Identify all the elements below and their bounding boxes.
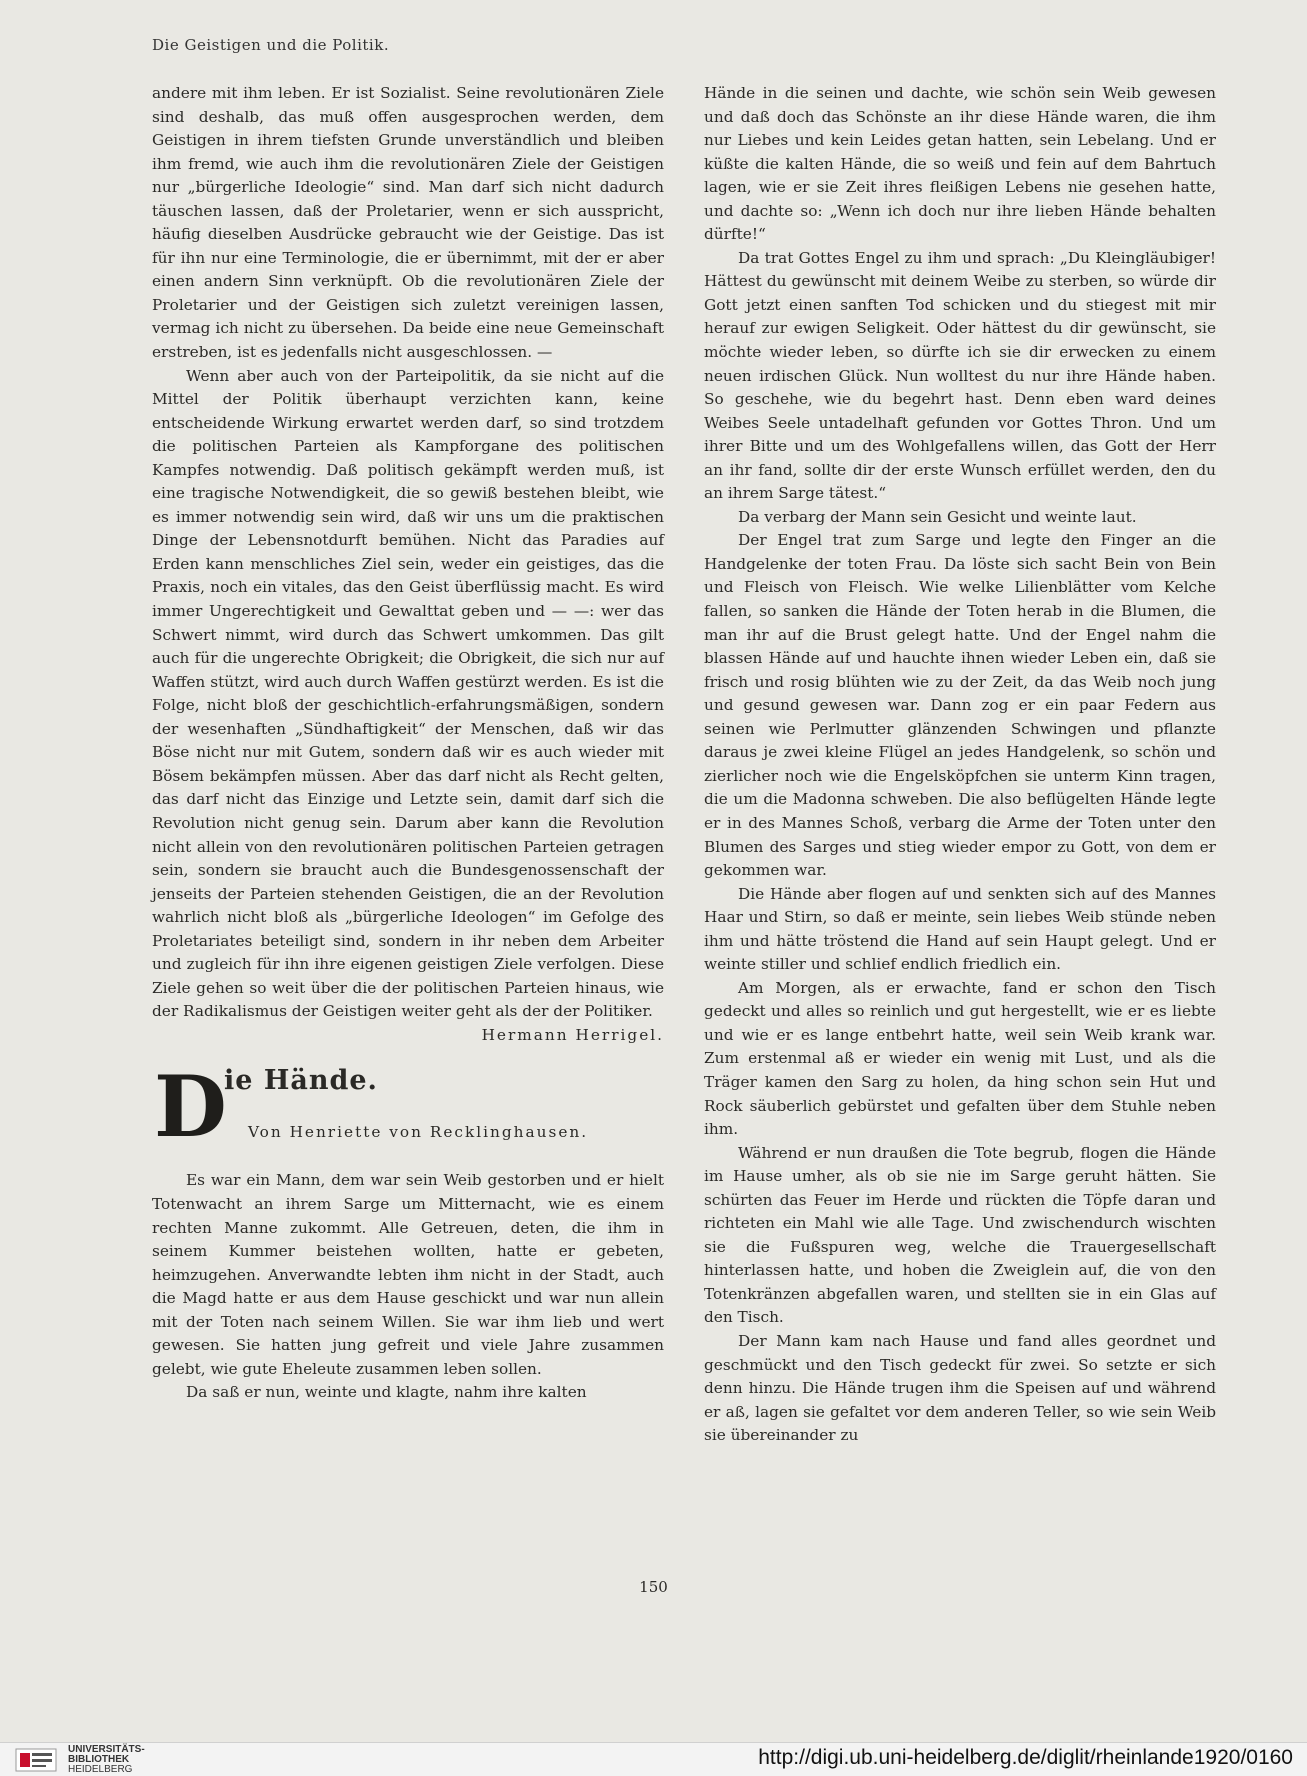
paragraph: Da saß er nun, weinte und klagte, nahm ihre kalten [186, 1383, 587, 1402]
paragraph: Während er nun draußen die Tote begrub, flogen die Hände im Hause umher, als ob sie nie im Sarge geruht hätten. Sie schürten das Feuer im Herde und rückten die Töpfe daran und richteten ein Mahl wie alle Tage. Und zwischendurch wischten sie die Fußspuren weg, welche die Trauergesellschaft hinterlassen hatte, und hoben die Zweiglein auf, die von den Totenkränzen abgefallen waren, und stellten sie in ein Glas auf den Tisch. [704, 1143, 1216, 1327]
footer-bar [0, 1742, 1307, 1776]
page-number: 150 [639, 1578, 668, 1596]
paragraph: andere mit ihm leben. Er ist Sozialist. Seine revolutionären Ziele sind deshalb, das muß offen ausgesprochen werden, dem Geistigen in ihrem tiefsten Grunde unverständlich und bleiben ihm fremd, wie auch ihm die revolutionären Ziele der Geistigen nur „bürgerliche Ideologie“ sind. Man darf sich nicht dadurch täuschen lassen, daß der Proletarier, wenn er sich ausspricht, häufig dieselben Ausdrücke gebraucht wie der Geistige. Das ist für ihn nur eine Terminologie, die er übernimmt, mit der er aber einen andern Sinn verknüpft. Ob die revolutionären Ziele der Proletarier und der Geistigen sich zuletzt vereinigen lassen, vermag ich nicht zu übersehen. Da beide eine neue Gemeinschaft erstreben, ist es jedenfalls nicht ausgeschlossen. — [152, 84, 664, 362]
paragraph: Da trat Gottes Engel zu ihm und sprach: „Du Kleingläubiger! Hättest du gewünscht mit deinem Weibe zu sterben, so würde dir Gott jetzt einen sanften Tod schicken und du stiegest mit mir herauf zur ewigen Seligkeit. Oder hättest du dir gewünscht, sie möchte wieder leben, so dürfte ich sie dir erwecken zu einem neuen irdischen Glück. Nun wolltest du nur ihre Hände haben. So geschehe, wie du begehrt hast. Denn eben ward deines Weibes Seele untadelhaft gefunden vor Gottes Thron. Und um ihrer Bitte und um des Wohlgefallens willen, das Gott der Herr an ihr fand, sollte dir der erste Wunsch erfüllet werden, den du an ihrem Sarge tätest.“ [704, 248, 1216, 503]
library-name: UNIVERSITÄTS- BIBLIOTHEK HEIDELBERG [68, 1744, 145, 1775]
paragraph: Am Morgen, als er erwachte, fand er schon den Tisch gedeckt und alles so reinlich und gut hergestellt, wie er es liebte und wie er es lange entbehrt hatte, weil sein Weib krank war. Zum erstenmal aß er wieder ein wenig mit Lust, und als die Träger kamen den Sarg zu holen, da hing schon sein Hut und Rock säuberlich gebürstet und gefalten über dem Stuhle neben ihm. [704, 978, 1216, 1139]
paragraph: Es war ein Mann, dem war sein Weib gestorben und er hielt Totenwacht an ihrem Sarge um Mitternacht, wie es einem rechten Manne zukommt. Alle Getreuen, deten, die ihm in seinem Kummer beistehen wollten, hatte er gebeten, heimzugehen. Anverwandte lebten ihm nicht in der Stadt, auch die Magd hatte er aus dem Hause geschickt und war nun allein mit der Toten nach seinem Willen. Sie war ihm lieb und wert gewesen. Sie hatten jung gefreit und viele Jahre zusammen gelebt, wie gute Eheleute zusammen leben sollen. [152, 1171, 664, 1378]
article-title: ie Hände. [224, 1065, 378, 1097]
paragraph: Hände in die seinen und dachte, wie schön sein Weib gewesen und daß doch das Schönste an ihr diese Hände waren, die ihm nur Liebes und kein Leides getan hatten, sein Lebelang. Und er küßte die kalten Hände, die so weiß und fein auf dem Bahrtuch lagen, wie er sie Zeit ihres fleißigen Lebens nie gesehen hatte, und dachte so: „Wenn ich doch nur ihre lieben Hände behalten dürfte!“ [704, 84, 1216, 244]
paragraph: Da verbarg der Mann sein Gesicht und weinte laut. [738, 507, 1137, 526]
running-head: Die Geistigen und die Politik. [152, 36, 390, 54]
source-url-link[interactable]: http://digi.ub.uni-heidelberg.de/diglit/rheinlande1920/0160 [758, 1746, 1293, 1769]
paragraph: Wenn aber auch von der Parteipolitik, da sie nicht auf die Mittel der Politik überhaupt verzichten kann, keine entscheidende Wirkung erwartet werden darf, so sind trotzdem die politischen Parteien als Kampforgane des politischen Kampfes notwendig. Daß politisch gekämpft werden muß, ist eine tragische Notwendigkeit, die so gewiß bestehen bleibt, wie es immer notwendig sein wird, daß wir uns um die praktischen Dinge der Lebensnotdurft bemühen. Nicht das Paradies auf Erden kann menschliches Ziel sein, weder ein geistiges, das die Praxis, noch ein vitales, das den Geist überflüssig macht. Es wird immer Ungerechtigkeit und Gewalttat geben und — —: wer das Schwert nimmt, wird durch das Schwert umkommen. Das gilt auch für die ungerechte Obrigkeit; die Obrigkeit, die sich nur auf Waffen stützt, wird auch durch Waffen gestürzt werden. Es ist die Folge, nicht bloß der geschichtlich-erfahrungsmäßigen, sondern der wesenhaften „Sündhaftigkeit“ der Menschen, daß wir das Böse nicht nur mit Gutem, sondern daß wir es auch wieder mit Bösem bekämpfen müssen. Aber das darf nicht als Recht gelten, das darf nicht das Einzige und Letzte sein, damit darf sich die Revolution nicht genug sein. Darum aber kann die Revolution nicht allein von den revolutionären politischen Parteien getragen sein, sondern sie braucht auch die Bundesgenossenschaft der jenseits der Parteien stehenden Geistigen, die an der Revolution wahrlich nicht bloß als „bürgerliche Ideologen“ im Gefolge des Proletariates beteiligt sind, sondern in ihr neben dem Arbeiter und zugleich für ihn ihre eigenen geistigen Ziele verfolgen. Diese Ziele gehen so weit über die der politischen Parteien hinaus, wie der Radikalismus der Geistigen weiter geht als der der Politiker. [152, 366, 664, 1021]
article-title-block [152, 1057, 664, 1163]
author-name: Hermann Herrigel. [481, 1025, 664, 1044]
byline: Von Henriette von Recklinghausen. [248, 1123, 589, 1142]
paragraph: Der Engel trat zum Sarge und legte den Finger an die Handgelenke der toten Frau. Da löste sich sacht Bein von Bein und Fleisch von Fleisch. Wie welke Lilienblätter vom Kelche fallen, so sanken die Hände der Toten herab in die Blumen, die man ihr auf die Brust gelegt hatte. Und der Engel nahm die blassen Hände auf und hauchte ihnen wieder Leben ein, daß sie frisch und rosig blühten wie zu der Zeit, da das Weib noch jung und gesund gewesen war. Dann zog er ein paar Federn aus seinen wie Perlmutter glänzenden Schwingen und pflanzte daraus je zwei kleine Flügel an jedes Handgelenk, so schön und zierlicher noch wie die Engelsköpfchen sie unterm Kinn tragen, die um die Madonna schweben. Die also beflügelten Hände legte er in des Mannes Schoß, verbarg die Arme der Toten unter den Blumen des Sarges und stieg wieder empor zu Gott, von dem er gekommen war. [704, 531, 1216, 880]
paragraph: Die Hände aber flogen auf und senkten sich auf des Mannes Haar und Stirn, so daß er meinte, sein liebes Weib stünde neben ihm und hätte tröstend die Hand auf sein Haupt gelegt. Und er weinte stiller und schlief endlich friedlich ein. [704, 884, 1216, 974]
library-logo-icon [14, 1747, 58, 1773]
left-column [152, 82, 664, 1405]
title-initial: D [154, 1057, 227, 1157]
paragraph: Der Mann kam nach Hause und fand alles geordnet und geschmückt und den Tisch gedeckt für zwei. So setzte er sich denn hinzu. Die Hände trugen ihm die Speisen auf und während er aß, lagen sie gefaltet vor dem anderen Teller, so wie sein Weib sie übereinander zu [704, 1331, 1216, 1445]
right-column [704, 82, 1216, 1448]
